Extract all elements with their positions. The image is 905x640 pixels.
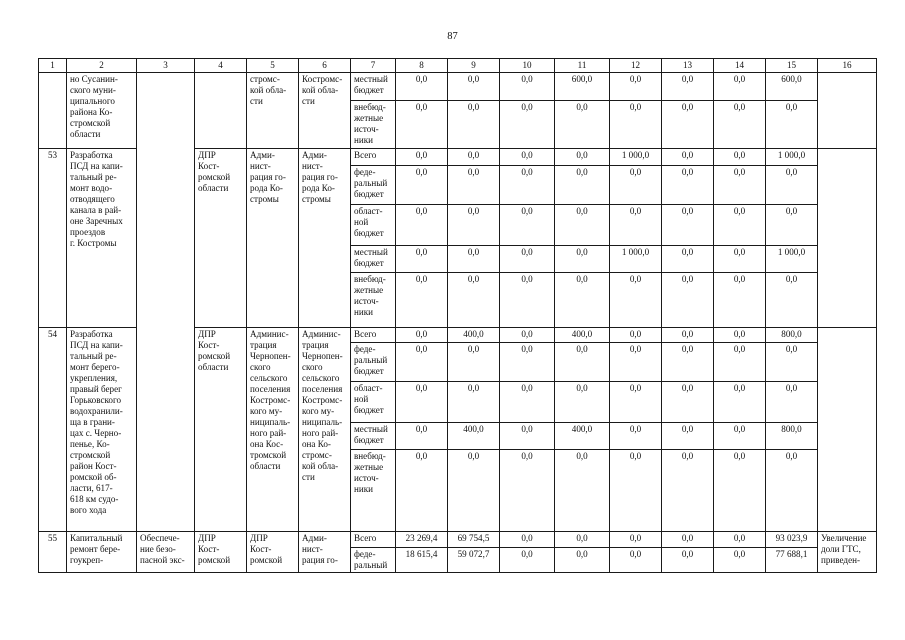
amount-cell: 0,0 — [662, 450, 714, 532]
amount-cell: 1 000,0 — [766, 246, 818, 273]
funding-source-cell: местный бюджет — [351, 246, 396, 273]
amount-cell: 0,0 — [610, 450, 662, 532]
amount-cell: 0,0 — [396, 328, 448, 343]
header-cell: 5 — [247, 59, 299, 73]
amount-cell: 93 023,9 — [766, 532, 818, 548]
amount-cell: 400,0 — [448, 328, 500, 343]
amount-cell: 77 688,1 — [766, 548, 818, 573]
amount-cell: 0,0 — [448, 343, 500, 382]
amount-cell: 0,0 — [662, 205, 714, 246]
amount-cell: 0,0 — [766, 101, 818, 149]
header-cell: 16 — [818, 59, 877, 73]
amount-cell: 0,0 — [662, 382, 714, 423]
amount-cell: 0,0 — [714, 149, 766, 166]
amount-cell: 0,0 — [500, 328, 555, 343]
amount-cell: 0,0 — [555, 273, 610, 328]
header-cell: 6 — [299, 59, 351, 73]
amount-cell: 0,0 — [500, 343, 555, 382]
header-cell: 3 — [137, 59, 195, 73]
amount-cell: 0,0 — [714, 423, 766, 450]
header-cell: 7 — [351, 59, 396, 73]
amount-cell: 0,0 — [555, 166, 610, 205]
amount-cell: 0,0 — [714, 101, 766, 149]
row-number: 55 — [39, 532, 67, 573]
funding-source-cell: Всего — [351, 328, 396, 343]
row-number: 54 — [39, 328, 67, 532]
goal-cell — [137, 73, 195, 532]
amount-cell: 0,0 — [448, 246, 500, 273]
row-number: 53 — [39, 149, 67, 328]
amount-cell: 0,0 — [766, 382, 818, 423]
amount-cell: 0,0 — [555, 382, 610, 423]
amount-cell: 0,0 — [714, 166, 766, 205]
customer-cell — [195, 73, 247, 149]
header-cell: 15 — [766, 59, 818, 73]
table-row — [39, 532, 877, 548]
amount-cell: 0,0 — [396, 423, 448, 450]
amount-cell: 0,0 — [662, 149, 714, 166]
header-cell: 14 — [714, 59, 766, 73]
funding-source-cell: област- ной бюджет — [351, 205, 396, 246]
amount-cell: 0,0 — [448, 166, 500, 205]
amount-cell: 0,0 — [610, 532, 662, 548]
amount-cell: 0,0 — [555, 548, 610, 573]
amount-cell: 0,0 — [662, 273, 714, 328]
funding-source-cell: внебюд- жетные источ- ники — [351, 273, 396, 328]
amount-cell: 0,0 — [555, 101, 610, 149]
amount-cell: 69 754,5 — [448, 532, 500, 548]
amount-cell: 0,0 — [500, 73, 555, 101]
amount-cell: 0,0 — [500, 532, 555, 548]
recipient-cell: Адми- нист- рация го- рода Ко- стромы — [299, 149, 351, 328]
amount-cell: 0,0 — [662, 343, 714, 382]
header-cell: 4 — [195, 59, 247, 73]
amount-cell: 0,0 — [500, 246, 555, 273]
amount-cell: 0,0 — [396, 73, 448, 101]
amount-cell: 0,0 — [500, 205, 555, 246]
amount-cell: 0,0 — [448, 450, 500, 532]
row-number — [39, 73, 67, 149]
header-cell: 10 — [500, 59, 555, 73]
amount-cell: 0,0 — [448, 382, 500, 423]
amount-cell: 0,0 — [662, 166, 714, 205]
amount-cell: 0,0 — [500, 166, 555, 205]
funding-source-cell: внебюд- жетные источ- ники — [351, 101, 396, 149]
amount-cell: 0,0 — [500, 273, 555, 328]
amount-cell: 0,0 — [766, 205, 818, 246]
executor-cell: ДПР Кост- ромской — [247, 532, 299, 573]
header-cell: 2 — [67, 59, 137, 73]
amount-cell: 18 615,4 — [396, 548, 448, 573]
funding-source-cell: феде- ральный бюджет — [351, 343, 396, 382]
amount-cell: 23 269,4 — [396, 532, 448, 548]
amount-cell: 0,0 — [396, 101, 448, 149]
amount-cell: 0,0 — [610, 273, 662, 328]
amount-cell: 0,0 — [714, 532, 766, 548]
amount-cell: 0,0 — [500, 423, 555, 450]
amount-cell: 0,0 — [448, 273, 500, 328]
amount-cell: 0,0 — [714, 548, 766, 573]
header-cell: 11 — [555, 59, 610, 73]
amount-cell: 400,0 — [448, 423, 500, 450]
amount-cell: 0,0 — [555, 149, 610, 166]
amount-cell: 0,0 — [610, 423, 662, 450]
funding-source-cell: местный бюджет — [351, 73, 396, 101]
amount-cell: 0,0 — [766, 450, 818, 532]
amount-cell: 0,0 — [500, 450, 555, 532]
result-cell — [818, 73, 877, 149]
amount-cell: 0,0 — [662, 532, 714, 548]
amount-cell: 0,0 — [714, 246, 766, 273]
amount-cell: 0,0 — [448, 101, 500, 149]
page-number: 87 — [447, 31, 458, 42]
amount-cell: 1 000,0 — [610, 246, 662, 273]
amount-cell: 0,0 — [662, 246, 714, 273]
header-cell: 8 — [396, 59, 448, 73]
amount-cell: 0,0 — [555, 450, 610, 532]
amount-cell: 0,0 — [555, 205, 610, 246]
header-cell: 13 — [662, 59, 714, 73]
result-cell: Увеличение доли ГТС, приведен- — [818, 532, 877, 573]
amount-cell: 0,0 — [396, 382, 448, 423]
amount-cell: 600,0 — [555, 73, 610, 101]
amount-cell: 0,0 — [610, 205, 662, 246]
amount-cell: 0,0 — [610, 328, 662, 343]
funding-source-cell: Всего — [351, 532, 396, 548]
amount-cell: 800,0 — [766, 328, 818, 343]
amount-cell: 0,0 — [396, 246, 448, 273]
amount-cell: 0,0 — [610, 73, 662, 101]
amount-cell: 0,0 — [714, 205, 766, 246]
header-cell: 9 — [448, 59, 500, 73]
funding-source-cell: феде- ральный бюджет — [351, 166, 396, 205]
amount-cell: 0,0 — [396, 343, 448, 382]
customer-cell: ДПР Кост- ромской области — [195, 328, 247, 532]
amount-cell: 59 072,7 — [448, 548, 500, 573]
executor-cell: Админис- трация Чернопен- ского сельского поселения Костромс- кого му- ниципаль- ного рай- она Кос- тромской области — [247, 328, 299, 532]
amount-cell: 0,0 — [662, 101, 714, 149]
funding-source-cell: феде- ральный — [351, 548, 396, 573]
amount-cell: 0,0 — [610, 343, 662, 382]
amount-cell: 0,0 — [610, 166, 662, 205]
amount-cell: 0,0 — [766, 343, 818, 382]
amount-cell: 0,0 — [500, 149, 555, 166]
amount-cell: 0,0 — [662, 328, 714, 343]
amount-cell: 0,0 — [714, 273, 766, 328]
amount-cell: 0,0 — [448, 149, 500, 166]
amount-cell: 0,0 — [555, 343, 610, 382]
object-name-cell: Разработка ПСД на капи- тальный ре- монт берего- укрепления, правый берег Горьковского водохранили- ща в грани- цах с. Черно- пенье, Ко- стромской район Кост- ромской об- ласти, 617- 618 км судо- вого хода — [67, 328, 137, 532]
amount-cell: 0,0 — [555, 532, 610, 548]
amount-cell: 0,0 — [448, 205, 500, 246]
object-name-cell: но Сусанин- ского муни- ципального района Ко- стромской области — [67, 73, 137, 149]
funding-source-cell: местный бюджет — [351, 423, 396, 450]
result-cell — [818, 328, 877, 532]
recipient-cell: Админис- трация Чернопен- ского сельского поселения Костромс- кого му- ниципаль- ного рай- она Ко- стромс- кой обла- сти — [299, 328, 351, 532]
funding-source-cell: област- ной бюджет — [351, 382, 396, 423]
amount-cell: 0,0 — [396, 149, 448, 166]
amount-cell: 0,0 — [448, 73, 500, 101]
amount-cell: 0,0 — [662, 423, 714, 450]
amount-cell: 1 000,0 — [766, 149, 818, 166]
amount-cell: 0,0 — [555, 246, 610, 273]
amount-cell: 0,0 — [610, 382, 662, 423]
recipient-cell: Костромс- кой обла- сти — [299, 73, 351, 149]
budget-table — [38, 58, 877, 573]
funding-source-cell: внебюд- жетные источ- ники — [351, 450, 396, 532]
executor-cell: Адми- нист- рация го- рода Ко- стромы — [247, 149, 299, 328]
amount-cell: 0,0 — [766, 166, 818, 205]
customer-cell: ДПР Кост- ромской — [195, 532, 247, 573]
amount-cell: 400,0 — [555, 328, 610, 343]
amount-cell: 0,0 — [766, 273, 818, 328]
amount-cell: 0,0 — [714, 450, 766, 532]
amount-cell: 0,0 — [662, 73, 714, 101]
amount-cell: 0,0 — [610, 548, 662, 573]
header-cell: 1 — [39, 59, 67, 73]
amount-cell: 0,0 — [714, 73, 766, 101]
amount-cell: 0,0 — [610, 101, 662, 149]
amount-cell: 0,0 — [714, 382, 766, 423]
customer-cell: ДПР Кост- ромской области — [195, 149, 247, 328]
executor-cell: стромс- кой обла- сти — [247, 73, 299, 149]
amount-cell: 0,0 — [662, 548, 714, 573]
amount-cell: 1 000,0 — [610, 149, 662, 166]
table-body — [39, 59, 877, 573]
object-name-cell: Капитальный ремонт бере- гоукреп- — [67, 532, 137, 573]
goal-cell: Обеспече- ние безо- пасной экс- — [137, 532, 195, 573]
amount-cell: 0,0 — [396, 273, 448, 328]
result-cell — [818, 149, 877, 328]
amount-cell: 0,0 — [500, 101, 555, 149]
amount-cell: 0,0 — [396, 205, 448, 246]
amount-cell: 800,0 — [766, 423, 818, 450]
amount-cell: 0,0 — [396, 450, 448, 532]
amount-cell: 0,0 — [500, 548, 555, 573]
amount-cell: 0,0 — [396, 166, 448, 205]
amount-cell: 600,0 — [766, 73, 818, 101]
recipient-cell: Адми- нист- рация го- — [299, 532, 351, 573]
amount-cell: 400,0 — [555, 423, 610, 450]
amount-cell: 0,0 — [714, 328, 766, 343]
table-row — [39, 73, 877, 101]
header-cell: 12 — [610, 59, 662, 73]
amount-cell: 0,0 — [714, 343, 766, 382]
funding-source-cell: Всего — [351, 149, 396, 166]
amount-cell: 0,0 — [500, 382, 555, 423]
object-name-cell: Разработка ПСД на капи- тальный ре- монт водо- отводящего канала в рай- оне Заречных проездов г. Костромы — [67, 149, 137, 328]
header-row — [39, 59, 877, 73]
